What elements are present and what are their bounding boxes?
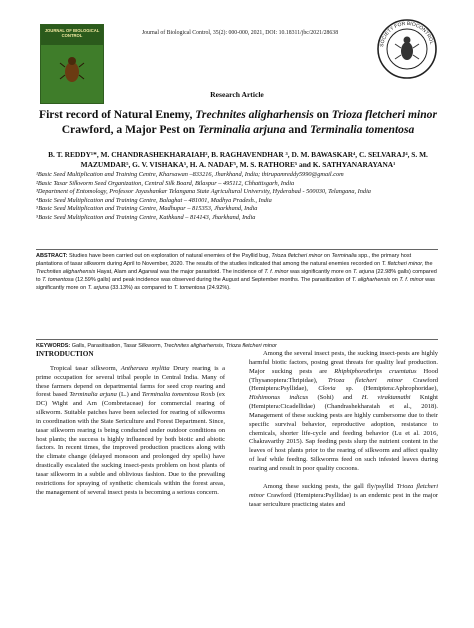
abstract-section	[36, 249, 438, 340]
left-column	[36, 350, 225, 498]
article-type-label: Research Article	[210, 90, 264, 99]
affiliation-list	[36, 171, 440, 223]
intro-paragraph	[36, 365, 225, 498]
abstract-italic: T. tomentosa	[173, 284, 206, 291]
abstract-italic: T. arjuna	[352, 268, 375, 275]
abstract-italic: T. fletcheri minor,	[381, 260, 424, 267]
title-species: Trioza fletcheri minor	[331, 108, 437, 121]
body-paragraph	[249, 350, 438, 474]
abstract-text: was significantly more on	[288, 268, 353, 275]
svg-text:SOCIETY FOR BIOCONTROL: SOCIETY FOR BIOCONTROL	[379, 20, 435, 48]
para-text: Among the several insect pests, the sucking insect-pests are highly harmful biotic factors, posing great threats for quality leaf production. Major sucking pests are	[249, 350, 438, 375]
article-title	[36, 108, 440, 137]
cover-title: JOURNAL OF BIOLOGICAL CONTROL	[44, 28, 100, 38]
abstract-text: Studies have been carried out on exploration of natural enemies of the Psyllid bug,	[67, 253, 272, 259]
para-italic: Terminalia tomentosa	[141, 391, 199, 399]
para-text: Drury rearing is a prime occupation for several tribal people in Central India. Many of these farmers depend on departmental farms for seed crop rearing and forest based	[36, 364, 225, 399]
right-column	[249, 350, 438, 509]
para-text: Tropical tasar silkworm,	[50, 364, 121, 372]
para-text: Roxb (ex DC) Wight and Arn (Combretaceae) for commercial rearing of silkworm. Suitable patches have been selected for rearing of silkworms in coordination with the State Sericulture and Forest Department. Since, tasar silkworm rearing is being conducted under outdoor conditions on host plants; the success is highly influenced by both biotic and abiotic factors. In recent times, the improved production practices along with the climate change (delayed monsoon and prolonged dry spells) have drastically escalated the sucking insect-pests problem on host plants of tasar silkworm in a subtle and oblivious fashion. Due to the prevailing restrictions for spraying of synthetic chemicals within the forest areas, the management of several insect pests is becoming a serious concern.	[36, 391, 226, 496]
abstract-text: the	[423, 260, 433, 267]
para-text: Crawford (Hemiptera:Psyllidae) is an endemic pest in the major tasar sericulture practicing states and	[249, 491, 438, 508]
society-seal-logo	[376, 18, 438, 80]
insect-icon	[59, 55, 85, 85]
abstract-italic: Trechnites aligharhensis	[36, 268, 96, 275]
para-italic: H. viraktamathi	[361, 394, 411, 402]
para-italic: Clovia	[318, 385, 336, 393]
keywords-text: Galls, Parasitisation, Tasar Silkworm,	[70, 343, 164, 349]
keywords-label: KEYWORDS:	[36, 343, 71, 349]
para-italic: Trioza fletcheri minor	[249, 482, 438, 499]
abstract-text: Hayat, Alam and Agarwal was the major parasitoid. The incidence of	[95, 268, 265, 275]
para-text: Among these sucking pests, the gall fly/psyllid	[263, 482, 397, 490]
para-italic: Rhiphiphorothrips cruentatus	[334, 367, 417, 375]
para-text: sp. (Hemiptera:Aphrophoridae),	[335, 385, 438, 393]
title-text: First record of Natural Enemy,	[39, 108, 196, 121]
affiliation-item: ³Department of Entomology, Professor Jayashankar Telangana State Agricultural University, Hyderabad - 500030, Telangana, India	[36, 188, 371, 196]
body-paragraph	[249, 483, 438, 510]
abstract-text: was significantly more on	[36, 276, 435, 291]
para-italic: Terminalia arjuna	[69, 391, 117, 399]
abstract-text: (12.59% galls) and peak incidence was observed during the August and September months. The parasitization of	[73, 276, 352, 283]
abstract-italic: T. f. minor	[399, 276, 424, 283]
para-italic: Antheraea mylitta	[120, 364, 170, 372]
title-species: Terminalia tomentosa	[310, 122, 415, 136]
abstract-text: on	[390, 276, 400, 283]
abstract-text: (22.98% galls) compared to	[36, 268, 437, 283]
abstract-italic: Trioza fletcheri minor	[271, 253, 323, 259]
abstract-italic: T. aligharhensis	[351, 276, 391, 283]
author-list: B. T. REDDY¹*, M. CHANDRASHEKHARAIAH², B. RAGHAVENDHAR ³, D. M. BAWASKAR⁴, C. SELVARAJ⁴, S. M. MAZUMDAR⁵, G. V. VISHAKA⁵, H. A. NADAF⁵, M. S. RATHORE⁵ and K. SATHYANARAYANA¹	[48, 150, 428, 169]
section-heading-introduction: INTRODUCTION	[36, 350, 94, 358]
title-text: on	[313, 108, 332, 121]
para-italic: Trioza fletcheri minor	[327, 376, 403, 384]
affiliation-item: ¹Basic Seed Multiplication and Training Centre, Kharsawan –833216, Jharkhand, India; thirupamreddy5990@gmail.com	[36, 171, 344, 178]
affiliation-item: ⁵Basic Seed Multiplication and Training Centre, Kathkund – 814143, Jharkhand, India	[36, 213, 256, 221]
title-text: and	[285, 122, 311, 136]
affiliation-item: ⁵Basic Seed Multiplication and Training Centre, Madhupur – 815353, Jharkhand, India	[36, 205, 258, 213]
para-text: (Sohi) and	[308, 394, 362, 402]
abstract-italic: Terminalia	[331, 253, 357, 259]
title-text: Crawford, a Major Pest on	[61, 122, 198, 136]
para-text: (L.) and	[116, 391, 142, 399]
title-species: Trechnites aligharhensis	[195, 108, 314, 121]
keywords-italic: Trechnites aligharhensis, Trioza fletcheri minor	[163, 343, 277, 349]
para-text: Crawford (Hemiptera:Psyllidae),	[249, 376, 438, 393]
para-text: Hood (Thysanoptera:Thripidae),	[249, 367, 438, 384]
abstract-text: on	[322, 253, 332, 259]
affiliation-item: ²Basic Tasar Silkworm Seed Organization, Central Silk Board, Bilaspur – 495112, Chhattisgarh, India	[36, 179, 295, 187]
abstract-text: (24.92%).	[205, 284, 231, 291]
title-species: Terminalia arjuna	[198, 122, 286, 136]
para-text: Knight (Hemiptera:Cicadellidae) (Chandrashekharaiah et al., 2018). Management of these sucking pests are highly cumbersome due to their specific survival behavior, reproductive adoption, resistance to chemicals, shorter life-cycle and feeding behavior (Lu et al. 2016, Chakravarthy 2015). Sap feeding pests slurp the nutrient content in the leaves of host plants prior to the rearing of silkworm and affect quality of leaf while feeding. Silkworms feed on such infested leaves during rearing and result in poor quality cocoons.	[249, 394, 438, 472]
abstract-text: (33.13%) as compared to	[108, 284, 174, 291]
abstract-italic: T. tomentosa	[42, 276, 74, 283]
abstract-text: spp., the primary host plantations of tasar silkworm during April to November, 2020. The results of the studies indicated that among the natural enemies recorded on	[36, 253, 412, 267]
abstract-label: ABSTRACT:	[36, 253, 68, 259]
abstract-italic: T. arjuna	[87, 284, 109, 291]
para-italic: Hishimonus indicus	[249, 394, 309, 402]
affiliation-item: ⁴Basic Seed Multiplication and Training Centre, Balaghat – 481001, Madhya Pradesh., India	[36, 196, 272, 204]
abstract-italic: T. f. minor	[264, 268, 289, 275]
journal-citation-line: Journal of Biological Control, 35(2): 000-000, 2021, DOI: 10.18311/jbc/2021/28638	[141, 30, 339, 36]
